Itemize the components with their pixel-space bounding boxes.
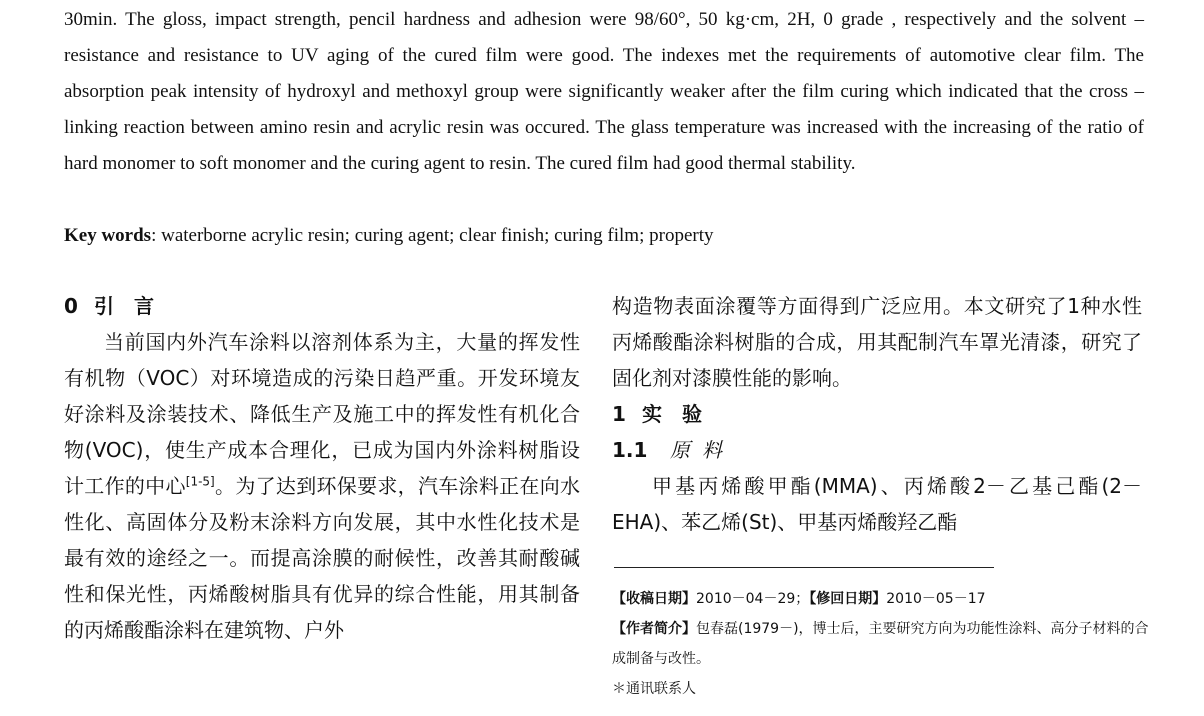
footnotes xyxy=(612,584,1152,704)
intro-paragraph xyxy=(64,324,580,648)
materials-paragraph: 甲基丙烯酸甲酯(MMA)、丙烯酸2－乙基己酯(2－EHA)、苯乙烯(St)、甲基丙烯酸羟乙酯 xyxy=(612,474,1142,534)
right-column xyxy=(612,288,1142,540)
section-0-title: 引言 xyxy=(94,294,174,318)
revised-date: 2010－05－17 xyxy=(886,591,986,607)
intro-text-part-1: 当前国内外汽车涂料以溶剂体系为主，大量的挥发性有机物（VOC）对环境造成的污染日趋严重。开发环境友好涂料及涂装技术、降低生产及施工中的挥发性有机化合物(VOC)，使生产成本合理化，已成为国内外涂料树脂设计工作的中心 xyxy=(64,330,580,498)
section-1-number: 1 xyxy=(612,402,628,426)
received-label: 【收稿日期】 xyxy=(612,591,696,607)
author-label: 【作者简介】 xyxy=(612,621,696,637)
intro-paragraph-continued: 构造物表面涂覆等方面得到广泛应用。本文研究了1种水性丙烯酸酯涂料树脂的合成，用其配制汽车罩光清漆，研究了固化剂对漆膜性能的影响。 xyxy=(612,294,1142,390)
revised-label: 【修回日期】 xyxy=(809,591,887,607)
subsection-1-1-number: 1.1 xyxy=(612,438,648,462)
section-1-title: 实验 xyxy=(642,402,722,426)
intro-text-part-2: 。为了达到环保要求，汽车涂料正在向水性化、高固体分及粉末涂料方向发展，其中水性化技术是最有效的途经之一。而提高涂膜的耐候性，改善其耐酸碱性和保光性，丙烯酸树脂具有优异的综合性能，用其制备的丙烯酸酯涂料在建筑物、户外 xyxy=(64,474,581,642)
left-column xyxy=(64,288,580,648)
abstract-text: 30min. The gloss, impact strength, pencil hardness and adhesion were 98/60°, 50 kg·cm, 2H, 0 grade , respectively and the solvent – resistance and resistance to UV aging of the cured film were good. The indexes met the requirements of automotive clear film. The absorption peak intensity of hydroxyl and methoxyl group were significantly weaker after the film curing which indicated that the cross – linking reaction between amino resin and acrylic resin was occured. The glass temperature was increased with the increasing of the ratio of hard monomer to soft monomer and the curing agent to resin. The cured film had good thermal stability. xyxy=(64,9,1144,174)
keywords-label: Key words xyxy=(64,225,152,246)
keywords-line xyxy=(64,218,1144,254)
footnote-dates: 【收稿日期】2010－04－29；【修回日期】2010－05－17 xyxy=(612,591,986,607)
keywords-separator: : xyxy=(151,225,157,246)
citation-1-5: [1-5] xyxy=(185,474,215,489)
received-date: 2010－04－29 xyxy=(696,591,796,607)
author-text: 包春磊(1979－)，博士后，主要研究方向为功能性涂料、高分子材料的合成制备与改性。 xyxy=(612,621,1149,667)
section-0-number: 0 xyxy=(64,294,80,318)
section-0-heading xyxy=(64,288,580,324)
keywords-text: waterborne acrylic resin; curing agent; clear finish; curing film; property xyxy=(156,225,714,246)
subsection-1-1-heading xyxy=(612,432,1142,468)
subsection-1-1-title: 原料 xyxy=(670,438,734,462)
footnote-divider xyxy=(614,567,994,568)
footnote-author xyxy=(612,614,1152,674)
footnote-corresponding: ＊通讯联系人 xyxy=(612,681,696,697)
english-abstract xyxy=(64,2,1144,182)
section-1-heading xyxy=(612,396,1142,432)
